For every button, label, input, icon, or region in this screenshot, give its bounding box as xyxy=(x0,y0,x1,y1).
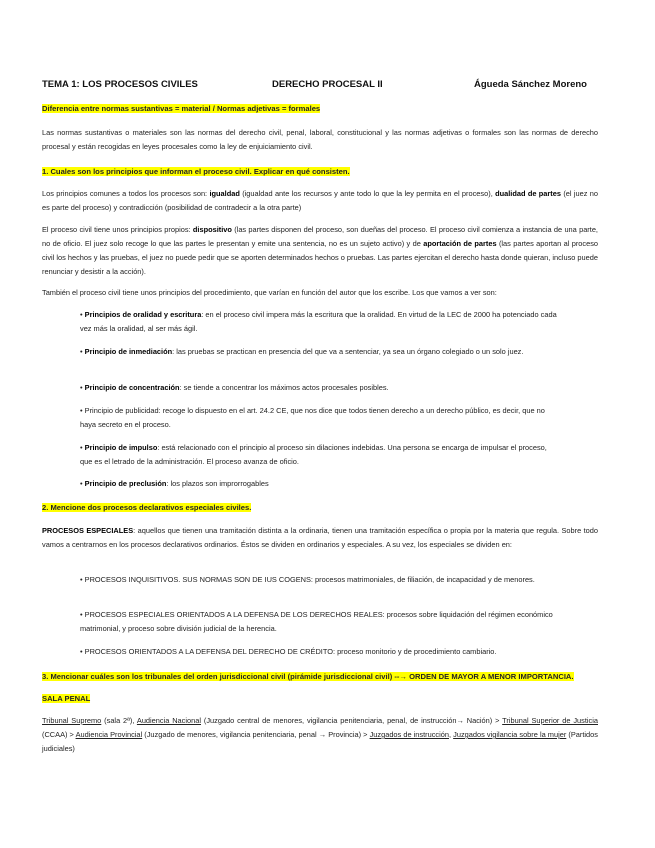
doc-topic-title: TEMA 1: LOS PROCESOS CIVILES xyxy=(42,79,198,90)
section2-heading xyxy=(42,501,598,515)
section3-heading xyxy=(42,670,598,684)
principle-item: • Principio de impulso: está relacionado con el principio al proceso sin dilaciones indebidas. Una persona se encarga de impulsar el proceso, que es el letrado de la administración. El proceso avanza de oficio. xyxy=(80,443,547,466)
section0-title: Diferencia entre normas sustantivas = material / Normas adjetivas = formales xyxy=(42,104,321,113)
section0-heading xyxy=(42,102,598,116)
principle-item: • Principio de inmediación: las pruebas se practican en presencia del que va a sentenciar, ya sea un órgano colegiado o un solo juez. xyxy=(80,347,524,356)
special-process-item: • PROCESOS ORIENTADOS A LA DEFENSA DEL DERECHO DE CRÉDITO: proceso monitorio y de procedimiento cambiario. xyxy=(80,647,497,656)
section2-paragraph: PROCESOS ESPECIALES: aquellos que tienen una tramitación distinta a la ordinaria, tienen una tramitación específica o propia por la materia que regula. Sobre todo vamos a centrarnos en los procesos declarativos ordinarios. Éstos se dividen en ordinarios y especiales. A su vez, los especiales se dividen en: xyxy=(42,526,599,549)
principle-item: • Principio de publicidad: recoge lo dispuesto en el art. 24.2 CE, que nos dice que todos tienen derecho a un derecho público, es decir, que no haya secreto en el proceso. xyxy=(80,406,545,429)
doc-author: Águeda Sánchez Moreno xyxy=(474,79,587,90)
section1-paragraph-1: Los principios comunes a todos los procesos son: igualdad (igualdad ante los recursos y ante todo lo que la ley permita en el proceso), dualidad de partes (el juez no es parte del proceso) y contradicción (posibilidad de contradecir a la otra parte) xyxy=(42,189,599,212)
section3-title: 3. Mencionar cuáles son los tribunales del orden jurisdiccional civil (pirámide jurisdiccional civil) --→ ORDEN DE MAYOR A MENOR IMPORTANCIA. xyxy=(42,672,574,681)
section0-text: Las normas sustantivas o materiales son las normas del derecho civil, penal, laboral, constitucional y las normas adjetivas o formales son las normas de derecho procesal y están recogidas en leyes procesales como la ley de enjuiciamiento civil. xyxy=(42,128,598,151)
sala-penal-label: SALA PENAL xyxy=(42,694,91,703)
principle-item: • Principio de preclusión: los plazos son improrrogables xyxy=(80,479,269,488)
section3-subheading xyxy=(42,692,598,706)
doc-subject: DERECHO PROCESAL II xyxy=(272,79,383,90)
principle-item: • Principio de concentración: se tiende a concentrar los máximos actos procesales posibles. xyxy=(80,383,389,392)
principle-item: • Principios de oralidad y escritura: en el proceso civil impera más la escritura que la oralidad. En virtud de la LEC de 2000 ha potenciado cada vez más la oralidad, al ser más ágil. xyxy=(80,310,557,333)
section1-paragraph-3: También el proceso civil tiene unos principios del procedimiento, que varían en función del autor que los escribe. Los que vamos a ver son: xyxy=(42,288,497,297)
section1-heading xyxy=(42,165,598,179)
special-process-item: • PROCESOS ESPECIALES ORIENTADOS A LA DEFENSA DE LOS DERECHOS REALES: procesos sobre liquidación del régimen económico matrimonial, y proceso sobre división judicial de la herencia. xyxy=(80,610,553,633)
special-process-item: • PROCESOS INQUISITIVOS. SUS NORMAS SON DE IUS COGENS: procesos matrimoniales, de filiación, de incapacidad y de menores. xyxy=(80,575,535,584)
court-hierarchy-text: Tribunal Supremo (sala 2ª), Audiencia Nacional (Juzgado central de menores, vigilancia penitenciaria, penal, de instrucción→ Nación) > Tribunal Superior de Justicia (CCAA) > Audiencia Provincial (Juzgado de menores, vigilancia penitenciaria, penal → Provincia) > Juzgados de instrucción, Juzgados vigilancia sobre la mujer (Partidos judiciales) xyxy=(42,716,598,753)
section2-title: 2. Mencione dos procesos declarativos especiales civiles. xyxy=(42,503,252,512)
section1-paragraph-2: El proceso civil tiene unos principios propios: dispositivo (las partes disponen del proceso, son dueñas del proceso. El proceso civil comienza a instancia de una parte, no de oficio. El juez solo recoge lo que las partes le presentan y emite una sentencia, no es un sujeto activo) y de aportación de partes (las partes aportan al proceso civil los hechos y las pruebas, el juez no puede pedir que se aporten determinados hechos o pruebas. Las partes ejercitan el derecho hasta donde quieran, incluso puede renunciar y desistir a la acción). xyxy=(42,225,599,276)
section1-title: 1. Cuales son los principios que informan el proceso civil. Explicar en qué consisten. xyxy=(42,167,350,176)
